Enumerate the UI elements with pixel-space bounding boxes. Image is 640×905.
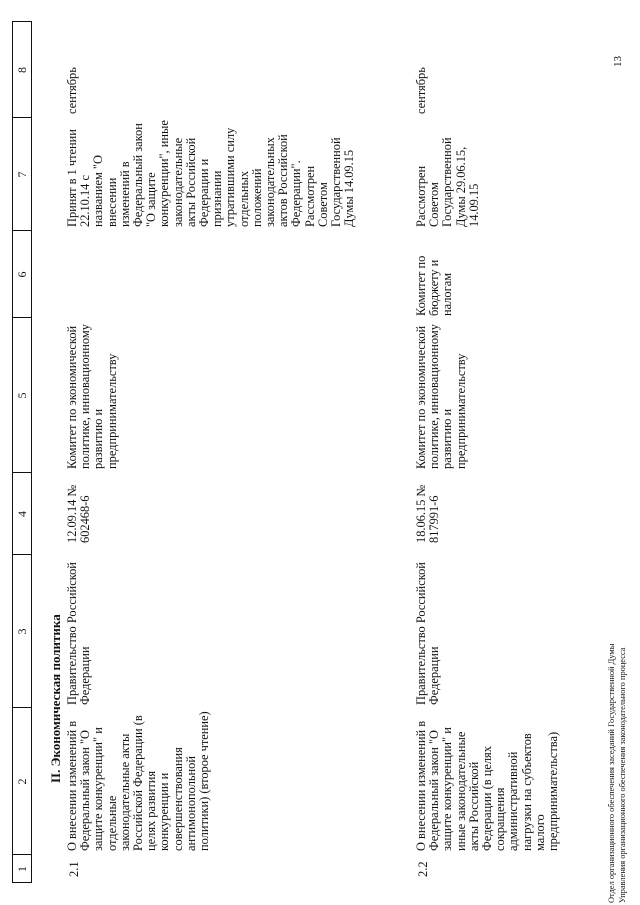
table-header-rule — [31, 21, 32, 883]
column-number: 4 — [15, 511, 29, 517]
bill-status: Принят в 1 чтении 22.10.14 с названием "О внесении изменений в Федеральный закон "О защите конкуренции", иные законодательные акты Российской Федерации и признании утратившими силу отдельных положений законодательных актов Российской Федерации". Рассмотрен Советом Государственной Думы 14.09.15 — [65, 120, 357, 227]
column-number: 5 — [15, 392, 29, 399]
bill-date-number: 18.06.15 № 817991-6 — [414, 484, 442, 543]
column-number: 7 — [15, 171, 29, 178]
bill-title: О внесении изменений в Федеральный закон "О защите конкуренции" и отдельные законодательные акты Российской Федерации (в целях развития конкуренции и совершенствования антимонопольной политики) (второе чтение) — [65, 711, 212, 851]
row-number: 2.2 — [416, 861, 430, 877]
row-number: 2.1 — [67, 861, 81, 877]
column-number: 2 — [15, 778, 29, 785]
bill-title: О внесении изменений в Федеральный закон "О защите конкуренции" и иные законодательные акты Российской Федерации (в целях сокращения административной нагрузки на субъектов малого предпринимательства) — [414, 720, 561, 851]
bill-status: Рассмотрен Советом Государственной Думы 29.06.15, 14.09.15 — [414, 137, 481, 227]
page-number: 13 — [612, 56, 624, 67]
footer-directorate: Управления организационного обеспечения законодательного процесса — [618, 647, 627, 903]
column-number: 6 — [15, 271, 29, 278]
bill-initiator: Правительство Российской Федерации — [65, 562, 93, 705]
bill-date-number: 12.09.14 № 602468-6 — [65, 484, 93, 543]
bill-initiator: Правительство Российской Федерации — [414, 562, 442, 705]
planned-month: сентябрь — [65, 67, 79, 114]
column-number: 8 — [15, 67, 29, 73]
co-executor-committee: Комитет по бюджету и налогам — [414, 255, 455, 316]
responsible-committee: Комитет по экономической политике, инновационному развитию и предпринимательству — [65, 324, 119, 469]
responsible-committee: Комитет по экономической политике, инновационному развитию и предпринимательству — [414, 324, 468, 469]
planned-month: сентябрь — [414, 67, 428, 114]
column-number: 3 — [15, 628, 29, 635]
column-number: 1 — [15, 866, 29, 872]
section-title: II. Экономическая политика — [48, 614, 63, 783]
footer-department: Отдел организационного обеспечения заседаний Государственной Думы — [607, 643, 616, 903]
